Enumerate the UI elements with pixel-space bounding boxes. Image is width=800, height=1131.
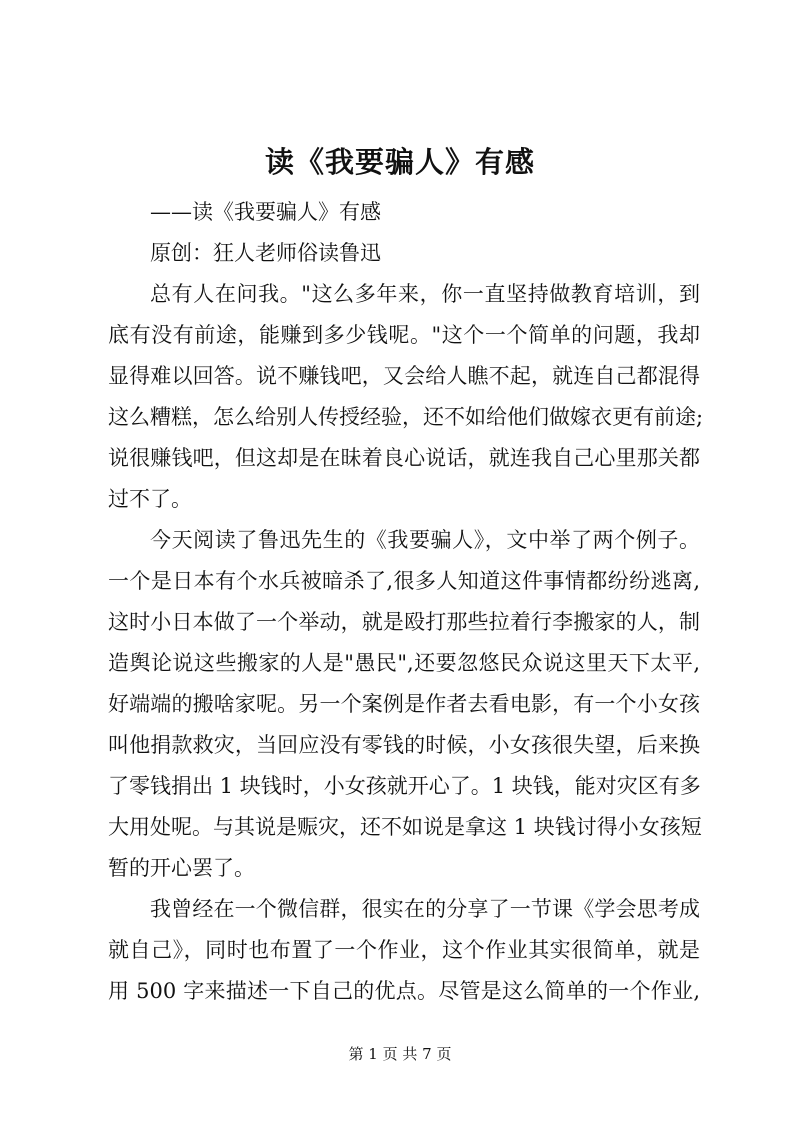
paragraph-line: 显得难以回答。说不赚钱吧，又会给人瞧不起，就连自己都混得 xyxy=(108,364,700,388)
paragraph-line: 暂的开心罢了。 xyxy=(108,856,255,880)
author-line: 原创：狂人老师俗读鲁迅 xyxy=(150,241,381,265)
page-title: 读《我要骗人》有感 xyxy=(264,145,535,179)
paragraph-line: 说很赚钱吧，但这却是在昧着良心说话，就连我自己心里那关都 xyxy=(108,446,700,470)
paragraph-line: 用 500 字来描述一下自己的优点。尽管是这么简单的一个作业, xyxy=(108,979,700,1003)
paragraph-line: 了零钱捐出 1 块钱时，小女孩就开心了。1 块钱，能对灾区有多 xyxy=(108,774,701,798)
paragraph-line: 我曾经在一个微信群，很实在的分享了一节课《学会思考成 xyxy=(150,897,700,921)
paragraph-line: 好端端的搬啥家呢。另一个案例是作者去看电影，有一个小女孩 xyxy=(108,692,700,716)
paragraph-line: 总有人在问我。"这么多年来，你一直坚持做教育培训，到 xyxy=(150,282,700,306)
paragraph-line: 造舆论说这些搬家的人是"愚民",还要忽悠民众说这里天下太平, xyxy=(108,651,700,675)
paragraph-line: 大用处呢。与其说是赈灾，还不如说是拿这 1 块钱讨得小女孩短 xyxy=(108,815,702,839)
paragraph-line: 一个是日本有个水兵被暗杀了,很多人知道这件事情都纷纷逃离, xyxy=(108,569,700,593)
document-body xyxy=(108,192,704,1012)
paragraph-line: 底有没有前途，能赚到多少钱呢。"这个一个简单的问题，我却 xyxy=(108,323,700,347)
paragraph-line: 这么糟糕，怎么给别人传授经验，还不如给他们做嫁衣更有前途; xyxy=(108,405,704,429)
paragraph xyxy=(108,520,700,889)
subtitle-line: ——读《我要骗人》有感 xyxy=(150,200,381,224)
paragraph-line: 今天阅读了鲁迅先生的《我要骗人》，文中举了两个例子。 xyxy=(150,528,700,552)
paragraph-line: 叫他捐款救灾，当回应没有零钱的时候，小女孩很失望，后来换 xyxy=(108,733,700,757)
paragraph xyxy=(108,889,700,1012)
page-footer: 第 1 页 共 7 页 xyxy=(348,1045,452,1063)
paragraph-line: 过不了。 xyxy=(108,487,192,511)
paragraph-line: 就自己》，同时也布置了一个作业，这个作业其实很简单，就是 xyxy=(108,938,700,962)
paragraph-line: 这时小日本做了一个举动，就是殴打那些拉着行李搬家的人，制 xyxy=(108,610,700,634)
paragraph xyxy=(108,274,704,520)
